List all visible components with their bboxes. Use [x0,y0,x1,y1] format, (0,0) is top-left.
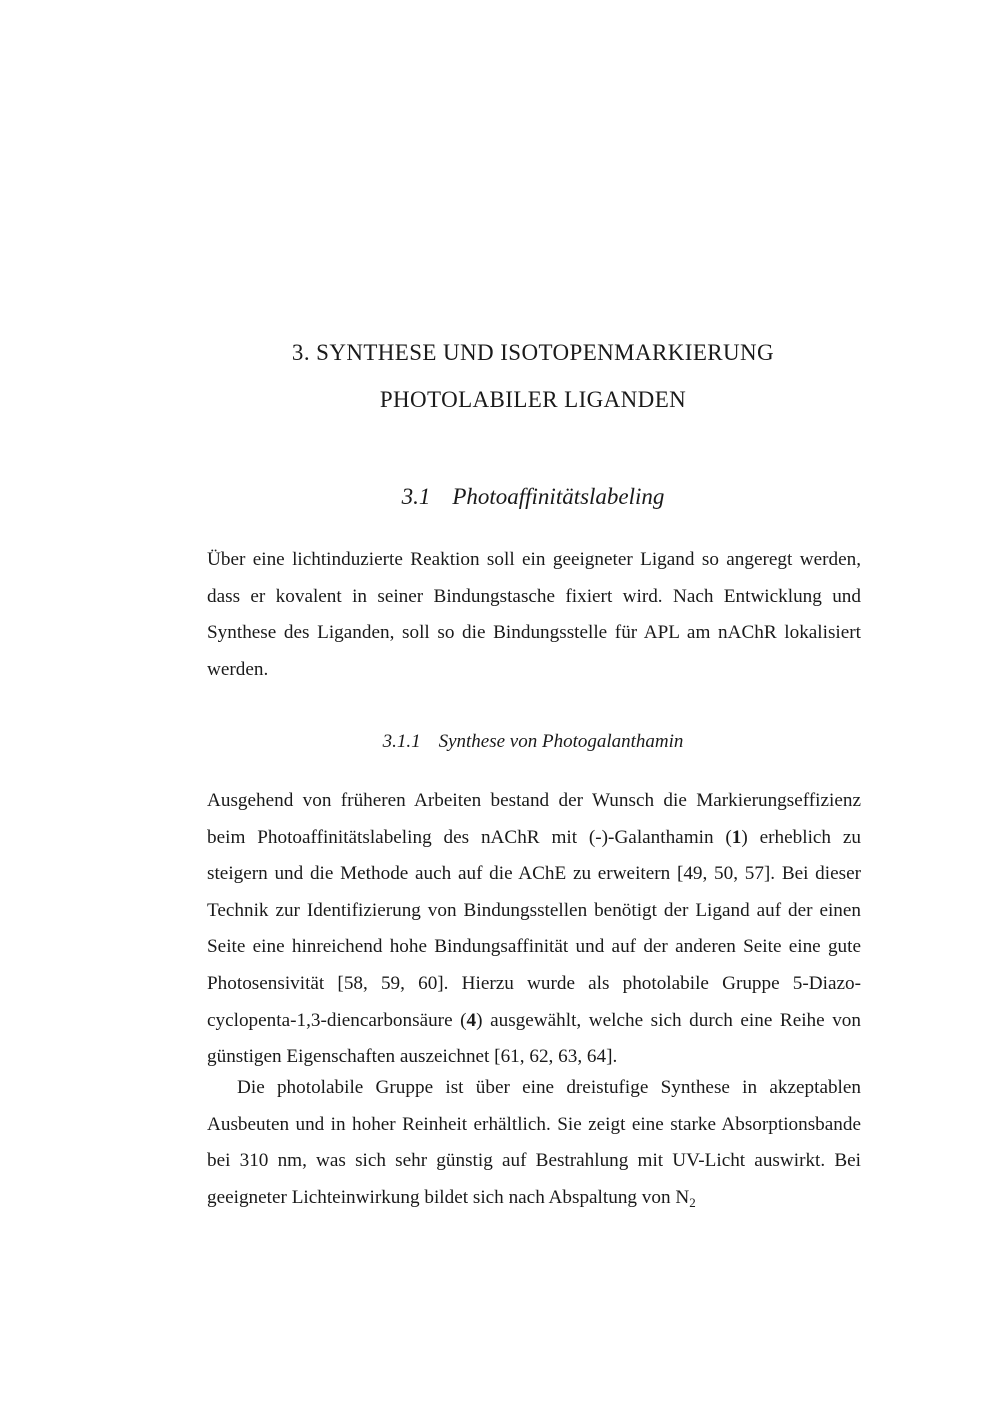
compound-number: 4 [466,1009,477,1031]
paragraph-text: ) erheblich zu steigern und die Methode auch auf die AChE zu erweitern [49, 50, 57]. Bei dieser Technik zur Identifizierung von Bindungsstellen benötigt der Ligand auf der einen Seite eine hinreichend hohe Bindungsaffinität und auf der anderen Seite eine gute Photosensivität [58, 59, 60]. Hierzu wurde als photolabile Gruppe 5-Diazo-cyclopenta-1,3-diencarbonsäure ( [207,826,861,1031]
body-paragraph-2 [207,1070,861,1216]
subsection-number: 3.1.1 [382,731,421,752]
section-title: Photoaffinitätslabeling [452,484,665,509]
paragraph-text: Die photolabile Gruppe ist über eine dreistufige Synthese in akzeptablen Ausbeuten und in hoher Reinheit erhältlich. Sie zeigt eine starke Absorptionsbande bei 310 nm, was sich sehr günstig auf Bestrahlung mit UV-Licht auswirkt. Bei geeigneter Lichteinwirkung bildet sich nach Abspaltung von N [207,1077,861,1208]
compound-number: 1 [731,826,742,848]
intro-paragraph: Über eine lichtinduzierte Reaktion soll ein geeigneter Ligand so angeregt werden, dass er kovalent in seiner Bindungstasche fixiert wird. Nach Entwicklung und Synthese des Liganden, soll so die Bindungsstelle für APL am nAChR lokalisiert werden. [207,549,861,680]
section-heading [160,484,906,510]
paragraph-text: ) ausgewählt, welche sich durch eine Reihe von günstigen Eigenschaften auszeichnet [61, 62, 63, 64]. [207,1009,861,1068]
chapter-title-line1: 3. SYNTHESE UND ISOTOPENMARKIERUNG [291,340,775,365]
section-number: 3.1 [401,484,431,509]
paragraph-text: Ausgehend von früheren Arbeiten bestand der Wunsch die Markierungseffizienz beim Photoaffinitätslabeling des nAChR mit (-)-Galanthamin ( [207,790,861,848]
chapter-title-line2: PHOTOLABILER LIGANDEN [379,387,687,412]
body-paragraph-1 [207,783,861,1076]
subscript: 2 [689,1194,696,1210]
subsection-title: Synthese von Photogalanthamin [438,731,684,752]
subsection-heading [160,731,906,753]
